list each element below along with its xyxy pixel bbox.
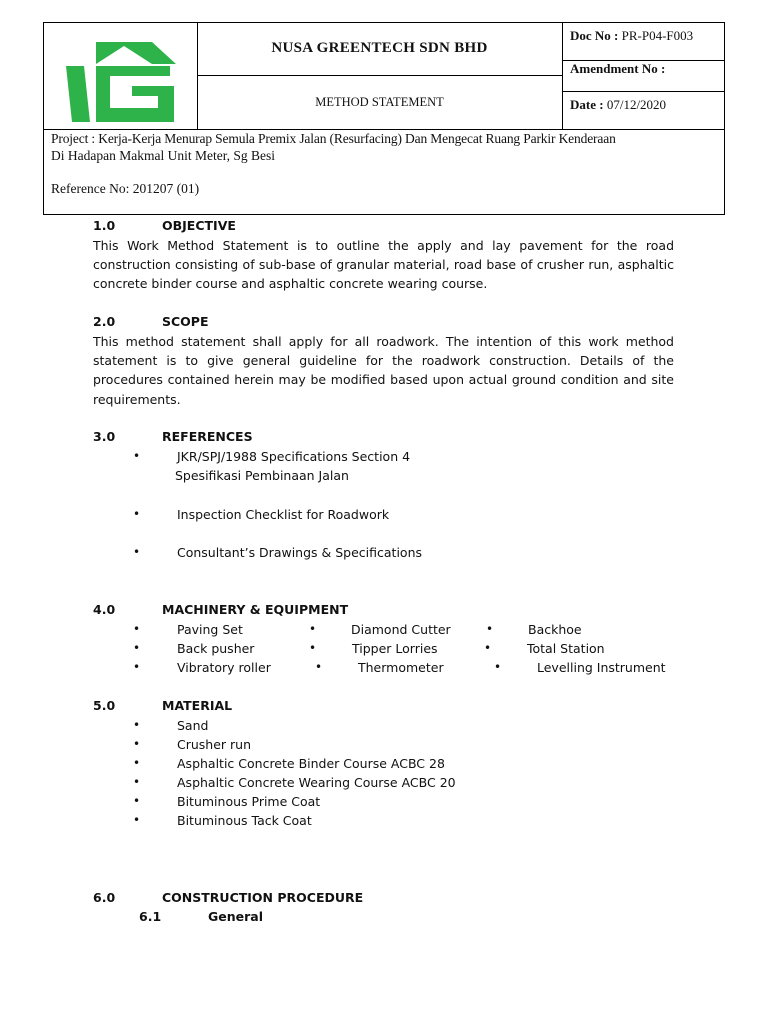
section-title: CONSTRUCTION PROCEDURE [162, 890, 364, 905]
bullet-icon: • [133, 794, 141, 808]
section-title: OBJECTIVE [162, 218, 236, 233]
bullet-icon: • [315, 660, 323, 674]
bullet-icon: • [133, 449, 141, 463]
paragraph-line: construction consisting of sub-base of granular material, road base of crusher run, asphaltic [93, 257, 674, 273]
section-number: 4.0 [93, 602, 116, 617]
project-line: Di Hadapan Makmal Unit Meter, Sg Besi [51, 148, 276, 163]
equipment-item: Back pusher [177, 641, 255, 656]
doc-no-label: Doc No : [570, 28, 619, 43]
reference-number: Reference No: 201207 (01) [51, 181, 200, 196]
section-title: MACHINERY & EQUIPMENT [162, 602, 349, 617]
paragraph-line: This method statement shall apply for all roadwork. The intention of this work method [93, 334, 674, 349]
bullet-icon: • [133, 545, 141, 559]
section-number: 5.0 [93, 698, 116, 713]
equipment-item: Tipper Lorries [352, 641, 438, 656]
document-title: METHOD STATEMENT [315, 95, 444, 109]
material-item: Bituminous Tack Coat [177, 813, 312, 828]
bullet-icon: • [309, 622, 317, 636]
bullet-icon: • [133, 756, 141, 770]
reference-item: Spesifikasi Pembinaan Jalan [175, 468, 349, 483]
bullet-icon: • [133, 775, 141, 789]
reference-item: Consultant’s Drawings & Specifications [177, 545, 423, 560]
bullet-icon: • [133, 737, 141, 751]
header-divider [562, 22, 563, 129]
section-title: MATERIAL [162, 698, 233, 713]
date-label: Date : [570, 97, 604, 112]
equipment-item: Total Station [527, 641, 605, 656]
company-logo-icon [66, 42, 176, 122]
section-number: 3.0 [93, 429, 116, 444]
paragraph-line: requirements. [93, 391, 181, 407]
subsection-title: General [208, 909, 263, 924]
section-title: SCOPE [162, 314, 209, 329]
bullet-icon: • [484, 641, 492, 655]
bullet-icon: • [133, 813, 141, 827]
project-description [51, 130, 721, 164]
doc-no-cell [570, 28, 693, 44]
scope-paragraph [93, 332, 674, 409]
section-title: REFERENCES [162, 429, 253, 444]
company-name: NUSA GREENTECH SDN BHD [271, 40, 488, 56]
date-cell [570, 97, 666, 113]
bullet-icon: • [133, 507, 141, 521]
material-item: Sand [177, 718, 209, 733]
amendment-label: Amendment No : [570, 61, 666, 76]
equipment-item: Paving Set [177, 622, 243, 637]
material-item: Bituminous Prime Coat [177, 794, 321, 809]
bullet-icon: • [133, 641, 141, 655]
material-item: Asphaltic Concrete Binder Course ACBC 28 [177, 756, 445, 771]
material-item: Asphaltic Concrete Wearing Course ACBC 20 [177, 775, 456, 790]
equipment-item: Backhoe [528, 622, 582, 637]
logo-g-letter [96, 66, 174, 122]
bullet-icon: • [133, 718, 141, 732]
logo-left-bar [66, 66, 90, 122]
bullet-icon: • [309, 641, 317, 655]
amendment-cell [570, 61, 665, 77]
subsection-number: 6.1 [139, 909, 162, 924]
header-divider [562, 91, 725, 92]
reference-item: Inspection Checklist for Roadwork [177, 507, 390, 522]
project-line: Project : Kerja-Kerja Menurap Semula Premix Jalan (Resurfacing) Dan Mengecat Ruang Parkir Kenderaan [51, 131, 616, 146]
objective-paragraph [93, 236, 674, 294]
bullet-icon: • [133, 622, 141, 636]
paragraph-line: concrete binder course and asphaltic concrete wearing course. [93, 276, 488, 292]
logo-roof [96, 42, 176, 64]
date-value: 07/12/2020 [603, 97, 667, 112]
equipment-item: Thermometer [358, 660, 444, 675]
material-item: Crusher run [177, 737, 252, 752]
equipment-item: Diamond Cutter [351, 622, 451, 637]
bullet-icon: • [486, 622, 494, 636]
equipment-item: Vibratory roller [177, 660, 271, 675]
section-number: 2.0 [93, 314, 116, 329]
section-number: 6.0 [93, 890, 116, 905]
equipment-item: Levelling Instrument [537, 660, 666, 675]
section-number: 1.0 [93, 218, 116, 233]
reference-item: JKR/SPJ/1988 Specifications Section 4 [177, 449, 411, 464]
paragraph-line: This Work Method Statement is to outline the apply and lay pavement for the road [93, 238, 674, 253]
doc-no-value: PR-P04-F003 [618, 28, 694, 43]
paragraph-line: statement is to give general guideline for the roadwork construction. Details of the [93, 353, 674, 369]
bullet-icon: • [133, 660, 141, 674]
bullet-icon: • [494, 660, 502, 674]
paragraph-line: procedures contained herein may be modified based upon actual ground condition and site [93, 372, 674, 388]
